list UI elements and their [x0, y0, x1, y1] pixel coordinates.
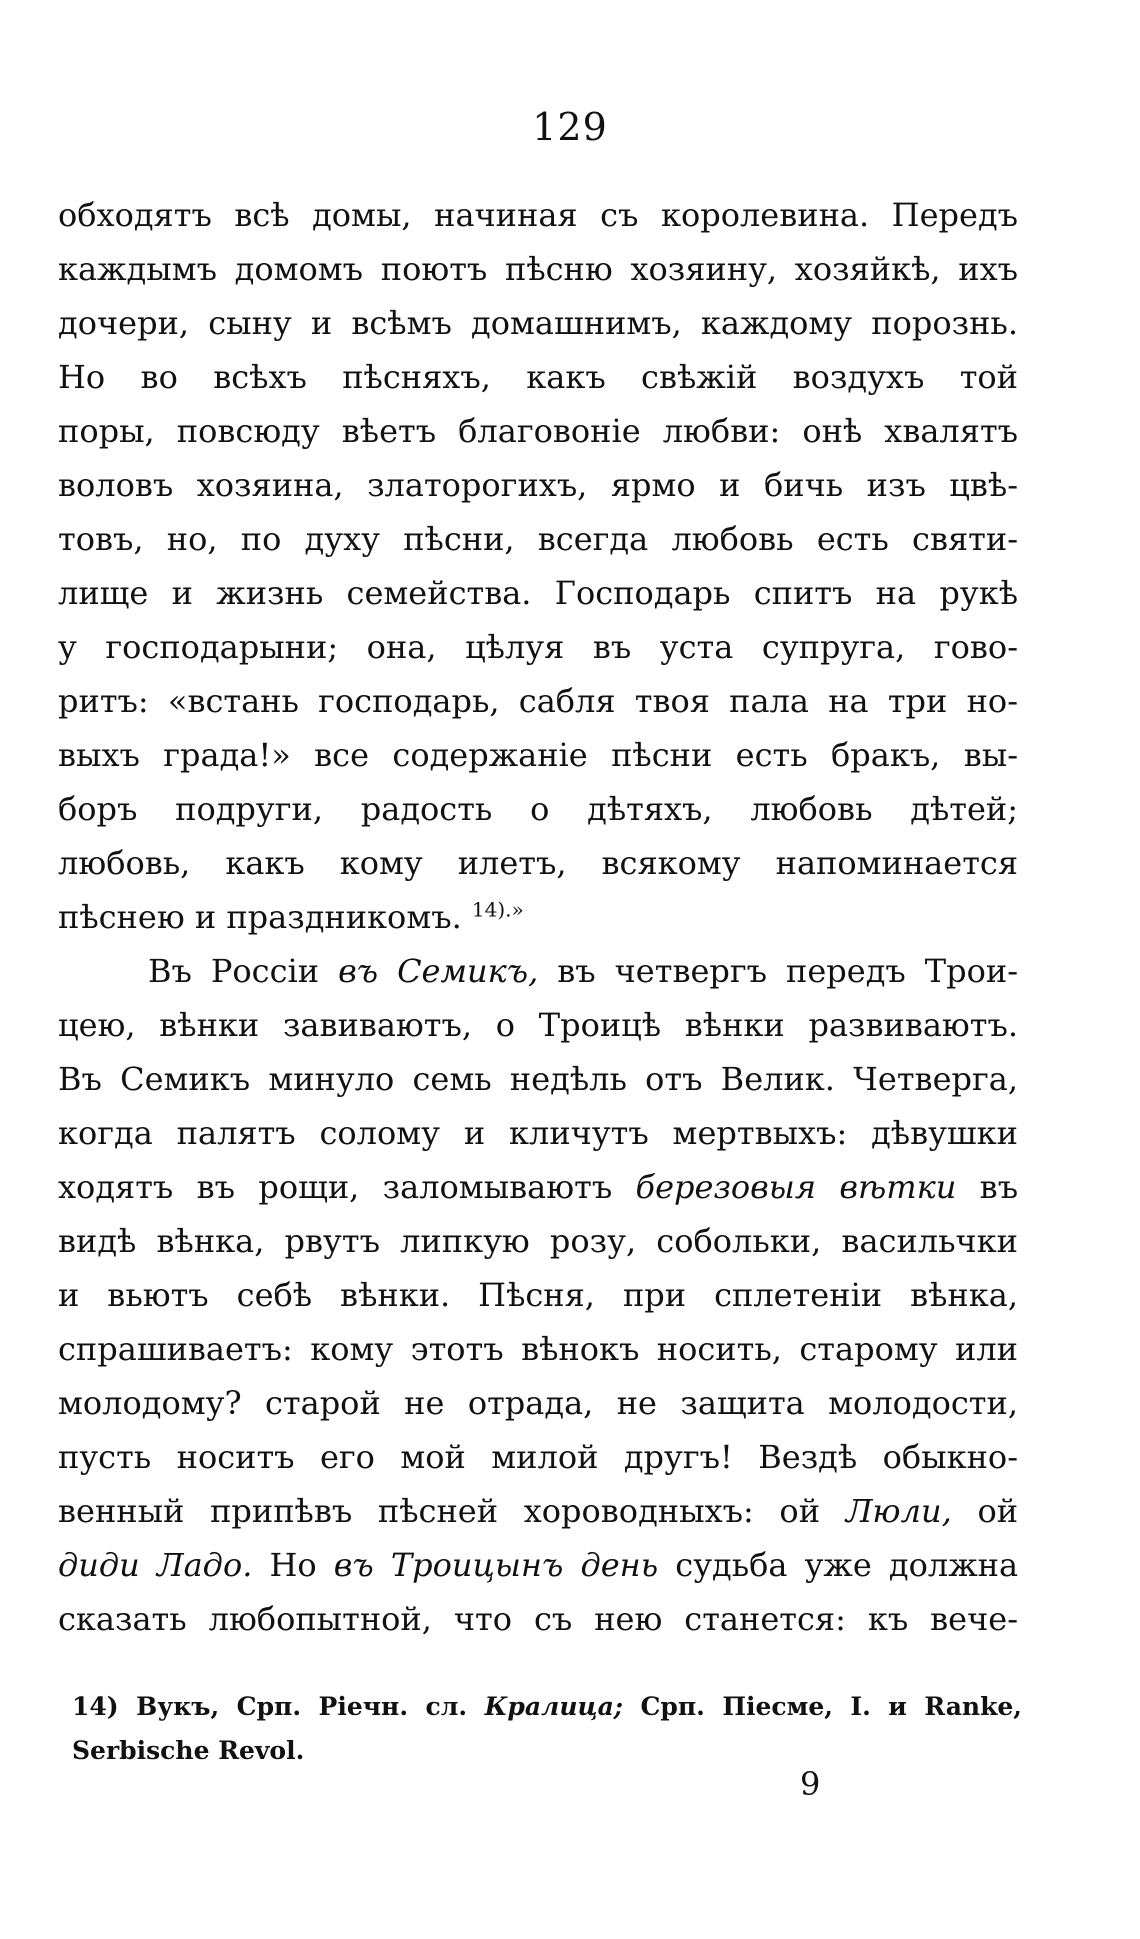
- italic-text: въ Троицынъ день: [333, 1546, 659, 1584]
- text-line: товъ, но, по духу пѣсни, всегда любовь есть святи-: [58, 520, 1018, 558]
- page-number: 129: [532, 105, 608, 149]
- footnote: [72, 1685, 1022, 1773]
- footnote-text: 14) Вукъ, Срп. Ріечн. сл.: [72, 1692, 468, 1721]
- line-text: Въ Россіи: [148, 952, 320, 990]
- text-line: выхъ града!» все содержаніе пѣсни есть бракъ, вы-: [58, 736, 1018, 774]
- text-line: и вьютъ себѣ вѣнки. Пѣсня, при сплетеніи вѣнка,: [58, 1276, 1018, 1314]
- text-line: воловъ хозяина, златорогихъ, ярмо и бичь изъ цвѣ-: [58, 466, 1018, 504]
- italic-text: березовыя вѣтки: [635, 1168, 957, 1206]
- text-line: каждымъ домомъ поютъ пѣсню хозяину, хозяйкѣ, ихъ: [58, 250, 1018, 288]
- text-line: Но во всѣхъ пѣсняхъ, какъ свѣжій воздухъ той: [58, 358, 1018, 396]
- text-line: лище и жизнь семейства. Господарь спитъ на рукѣ: [58, 574, 1018, 612]
- text-line: [58, 1538, 1018, 1592]
- text-line: молодому? старой не отрада, не защита молодости,: [58, 1384, 1018, 1422]
- text-line: боръ подруги, радость о дѣтяхъ, любовь дѣтей;: [58, 790, 1018, 828]
- footnote-italic: Кралица;: [484, 1692, 623, 1721]
- text-line: видѣ вѣнка, рвутъ липкую розу, собольки, васильчки: [58, 1222, 1018, 1260]
- text-line: обходятъ всѣ домы, начиная съ королевина. Передъ: [58, 196, 1018, 234]
- line-text: Но: [269, 1546, 317, 1584]
- line-text: въ: [979, 1168, 1019, 1206]
- text-line: [58, 944, 1018, 998]
- text-line: пусть носитъ его мой милой другъ! Вездѣ обыкно-: [58, 1438, 1018, 1476]
- text-line: сказать любопытной, что съ нею станется: къ вече-: [58, 1600, 1018, 1638]
- text-line: поры, повсюду вѣетъ благовоніе любви: онѣ хвалятъ: [58, 412, 1018, 450]
- footnote-line: [72, 1685, 1022, 1729]
- italic-text: Люли,: [845, 1492, 952, 1530]
- footnote-line: Serbische Revol.: [72, 1736, 305, 1765]
- line-text: ходятъ въ рощи, заломываютъ: [58, 1168, 613, 1206]
- text-line: [58, 1484, 1018, 1538]
- line-text: пѣснею и праздникомъ.: [58, 898, 462, 936]
- text-line: [58, 890, 1018, 944]
- line-text: ой: [977, 1492, 1019, 1530]
- italic-text: диди Ладо.: [58, 1546, 253, 1584]
- text-line: ритъ: «встань господарь, сабля твоя пала на три но-: [58, 682, 1018, 720]
- text-line: любовь, какъ кому илетъ, всякому напоминается: [58, 844, 1018, 882]
- footnote-ref: 14).»: [471, 897, 524, 922]
- text-line: спрашиваетъ: кому этотъ вѣнокъ носить, старому или: [58, 1330, 1018, 1368]
- text-line: Въ Семикъ минуло семь недѣль отъ Велик. Четверга,: [58, 1060, 1018, 1098]
- line-text: судьба уже должна: [675, 1546, 1019, 1584]
- line-text: венный припѣвъ пѣсней хороводныхъ: ой: [58, 1492, 821, 1530]
- italic-text: въ Семикъ,: [338, 952, 539, 990]
- signature-mark: 9: [800, 1765, 821, 1803]
- text-line: когда палятъ солому и кличутъ мертвыхъ: дѣвушки: [58, 1114, 1018, 1152]
- text-line: у господарыни; она, цѣлуя въ уста супруга, гово-: [58, 628, 1018, 666]
- text-line: [58, 1160, 1018, 1214]
- footnote-text: Срп. Піесме, I. и Ranke,: [640, 1692, 1022, 1721]
- text-line: дочери, сыну и всѣмъ домашнимъ, каждому порознь.: [58, 304, 1018, 342]
- text-line: цею, вѣнки завиваютъ, о Троицѣ вѣнки развиваютъ.: [58, 1006, 1018, 1044]
- body-text: [58, 188, 1018, 1646]
- line-text: въ четвергъ передъ Трои-: [557, 952, 1019, 990]
